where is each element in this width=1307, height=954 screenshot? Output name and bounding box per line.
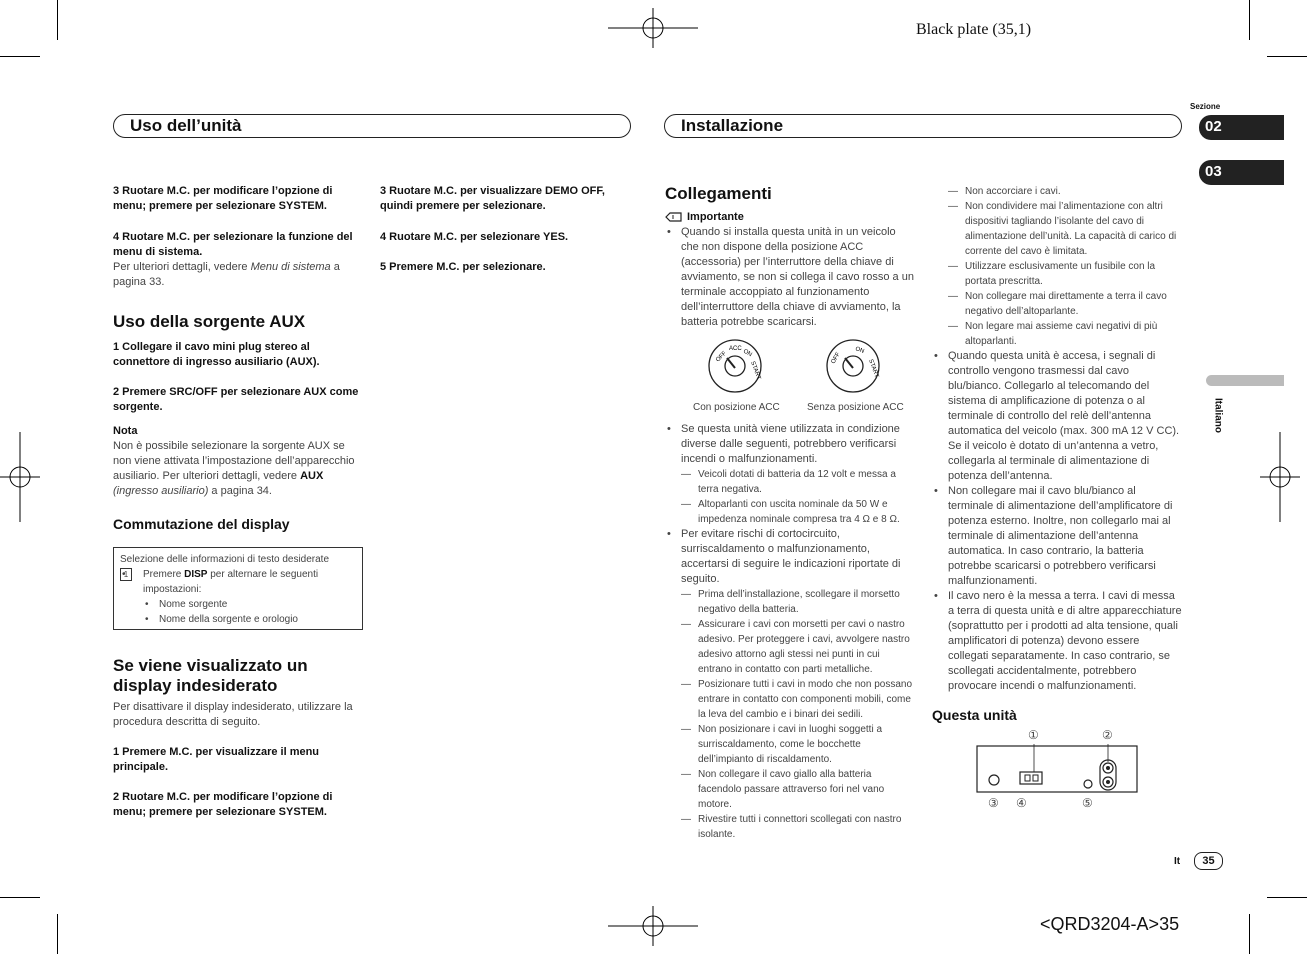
nota-body: Non è possibile selezionare la sorgente AUX se non viene attivata l’impostazione dell’apparecchio ausiliario. Per ulteriori dettagli, vedere AUX (ingresso ausiliario) a pagina 34. [113, 440, 355, 497]
dash-item: — Altoparlanti con uscita nominale da 50 W e impedenza nominale compresa tra 4 Ω e 8 Ω. [681, 497, 915, 527]
important-icon [665, 211, 683, 223]
svg-text:ACC: ACC [729, 346, 742, 352]
unit-diagram [932, 728, 1182, 818]
fig-caption: Senza posizione ACC [807, 402, 904, 413]
left-section-header [113, 114, 631, 138]
aux-title: Uso della sorgente AUX [113, 312, 306, 331]
box-title: Selezione delle informazioni di testo desiderate [120, 554, 330, 565]
step-3: 3 Ruotare M.C. per modificare l’opzione di menu; premere per selezionare SYSTEM. [113, 185, 333, 212]
registration-mark-bottom [608, 906, 698, 946]
dash-item: — Posizionare tutti i cavi in modo che non possano entrare in contatto con componenti mobili, come la leva del cambio e i binari dei sedili. [681, 677, 915, 722]
bullet: • Quando questa unità è accesa, i segnali di controllo vengono trasmessi dal cavo blu/bianco. Collegarlo al telecomando del sistema di amplificazione di potenza o al terminale di controllo del relè dell’antenna automatica del veicolo (max. 300 mA 12 V CC). Se il veicolo è dotato di un’antenna a vetro, collegarla al terminale di alimentazione di potenza dell’antenna. [932, 349, 1182, 484]
callout-4: ④ [1016, 796, 1027, 810]
bullet: • Il cavo nero è la messa a terra. I cavi di messa a terra di questa unità e di altre apparecchiature (soprattutto per i prodotti ad alta tensione, quali amplificatori di potenza) devono essere collegati separatamente. In caso contrario, se scollegati accidentalmente, potrebbero provocare incendi o malfunzionamenti. [932, 589, 1182, 694]
section-tab-02[interactable]: 02 [1199, 115, 1284, 140]
nota-heading: Nota [113, 425, 138, 437]
right-header-title: Installazione [681, 116, 784, 135]
collegamenti-title: Collegamenti [665, 184, 772, 203]
bullet: • Quando si installa questa unità in un veicolo che non dispone della posizione ACC (accessoria) per l’interruttore della chiave di avviamento, se non si collega il cavo rosso a un terminale accoppiato al funzionamento dell’interruttore della chiave di avviamento, la batteria potrebbe scaricarsi. [665, 225, 915, 330]
section-tab-03[interactable]: 03 [1199, 160, 1284, 185]
important-label: Importante [665, 210, 915, 225]
undesired-step-2: 2 Ruotare M.C. per modificare l’opzione di menu; premere per selezionare SYSTEM. [113, 791, 333, 818]
undesired-step-1: 1 Premere M.C. per visualizzare il menu principale. [113, 746, 320, 773]
crop-mark [1267, 56, 1307, 57]
plate-label: Black plate (35,1) [916, 21, 1032, 38]
svg-text:ON: ON [742, 348, 753, 359]
undesired-title: Se viene visualizzato un display indesiderato [113, 656, 308, 695]
crop-mark [1249, 914, 1250, 954]
aux-step-1: 1 Collegare il cavo mini plug stereo al connettore di ingresso ausiliario (AUX). [113, 341, 320, 368]
info-box [113, 547, 363, 630]
dash-item: — Assicurare i cavi con morsetti per cavi o nastro adesivo. Per proteggere i cavi, avvolgere nastro adesivo attorno agli stessi nei punti in cui entrano in contatto con parti metalliche. [681, 617, 915, 677]
registration-mark-left [0, 432, 40, 522]
dash-item: — Non posizionare i cavi in luoghi soggetti a surriscaldamento, come le bocchette dell’impianto di riscaldamento. [681, 722, 915, 767]
language-tab [1206, 375, 1284, 386]
demo-step-5: 5 Premere M.C. per selezionare. [380, 261, 546, 273]
callout-3: ③ [988, 796, 999, 810]
demo-step-4: 4 Ruotare M.C. per selezionare YES. [380, 231, 569, 243]
fig-caption: Con posizione ACC [693, 402, 780, 413]
column-c [665, 184, 915, 842]
svg-text:START: START [867, 358, 880, 379]
column-a [113, 184, 363, 820]
dash-item: — Non collegare il cavo giallo alla batteria facendolo passare attraverso fori nel vano motore. [681, 767, 915, 812]
dash-item: — Non legare mai assieme cavi negativi di più altoparlanti. [948, 319, 1182, 349]
box-step: • 1 Premere DISP per alternare le seguenti impostazioni: [120, 567, 356, 597]
crop-mark [57, 914, 58, 954]
display-title: Commutazione del display [113, 516, 290, 532]
bullet: • Non collegare mai il cavo blu/bianco al terminale di alimentazione dell’amplificatore di potenza esterno. Inoltre, non collegarlo mai al terminale di alimentazione dell’antenna automatica. In caso contrario, la batteria potrebbe scaricarsi o potrebbero verificarsi malfunzionamenti. [932, 484, 1182, 589]
unit-title: Questa unità [932, 707, 1017, 723]
step-4-body: Per ulteriori dettagli, vedere Menu di sistema a pagina 33. [113, 261, 340, 288]
sezione-label: Sezione [1190, 102, 1221, 111]
dash-item: — Veicoli dotati di batteria da 12 volt e messa a terra negativa. [681, 467, 915, 497]
crop-mark [57, 0, 58, 40]
page-number: 35 [1194, 852, 1223, 870]
column-d [932, 184, 1182, 818]
box-item: • Nome sorgente [143, 597, 356, 612]
svg-text:OFF: OFF [715, 350, 728, 364]
key-figures [665, 338, 915, 422]
callout-5: ⑤ [1082, 796, 1093, 810]
column-b [380, 184, 630, 275]
ignition-with-acc-icon [707, 338, 763, 394]
dash-item: — Non collegare mai direttamente a terra il cavo negativo dell’altoparlante. [948, 289, 1182, 319]
crop-mark [0, 56, 40, 57]
step-4: 4 Ruotare M.C. per selezionare la funzione del menu di sistema. [113, 231, 353, 258]
registration-mark-right [1260, 432, 1300, 522]
footer-code: <QRD3204-A>35 [1040, 914, 1180, 934]
crop-mark [1249, 0, 1250, 40]
crop-mark [0, 897, 40, 898]
registration-mark-top [608, 8, 698, 48]
ignition-without-acc-icon [825, 338, 881, 394]
right-section-header [664, 114, 1182, 138]
undesired-body: Per disattivare il display indesiderato, utilizzare la procedura descritta di seguito. [113, 701, 353, 728]
dash-item: — Utilizzare esclusivamente un fusibile con la portata prescritta. [948, 259, 1182, 289]
callout-2: ② [1102, 728, 1113, 742]
svg-text:OFF: OFF [830, 351, 842, 365]
crop-mark [1267, 897, 1307, 898]
rear-panel-diagram [976, 742, 1140, 796]
svg-text:ON: ON [854, 346, 865, 355]
svg-text:START: START [749, 360, 762, 381]
dash-item: — Prima dell’installazione, scollegare il morsetto negativo della batteria. [681, 587, 915, 617]
left-header-title: Uso dell’unità [130, 116, 242, 135]
dash-item: — Rivestire tutti i connettori scollegati con nastro isolante. [681, 812, 915, 842]
dash-item: — Non accorciare i cavi. [948, 184, 1182, 199]
dash-item: — Non condividere mai l’alimentazione con altri dispositivi tagliando l’isolante del cavo di alimentazione dell’unità. La capacità di carico di corrente del cavo è limitata. [948, 199, 1182, 259]
callout-1: ① [1028, 728, 1039, 742]
box-item: • Nome della sorgente e orologio [143, 612, 356, 627]
demo-step-3: 3 Ruotare M.C. per visualizzare DEMO OFF, quindi premere per selezionare. [380, 185, 605, 212]
bullet: • Se questa unità viene utilizzata in condizione diverse dalle seguenti, potrebbero verificarsi incendi o malfunzionamenti. [665, 422, 915, 467]
bullet: • Per evitare rischi di cortocircuito, surriscaldamento o malfunzionamento, accertarsi di seguire le indicazioni riportate di seguito. [665, 527, 915, 587]
aux-step-2: 2 Premere SRC/OFF per selezionare AUX come sorgente. [113, 386, 359, 413]
page-lang: It [1174, 856, 1181, 867]
language-label: Italiano [1212, 397, 1224, 433]
